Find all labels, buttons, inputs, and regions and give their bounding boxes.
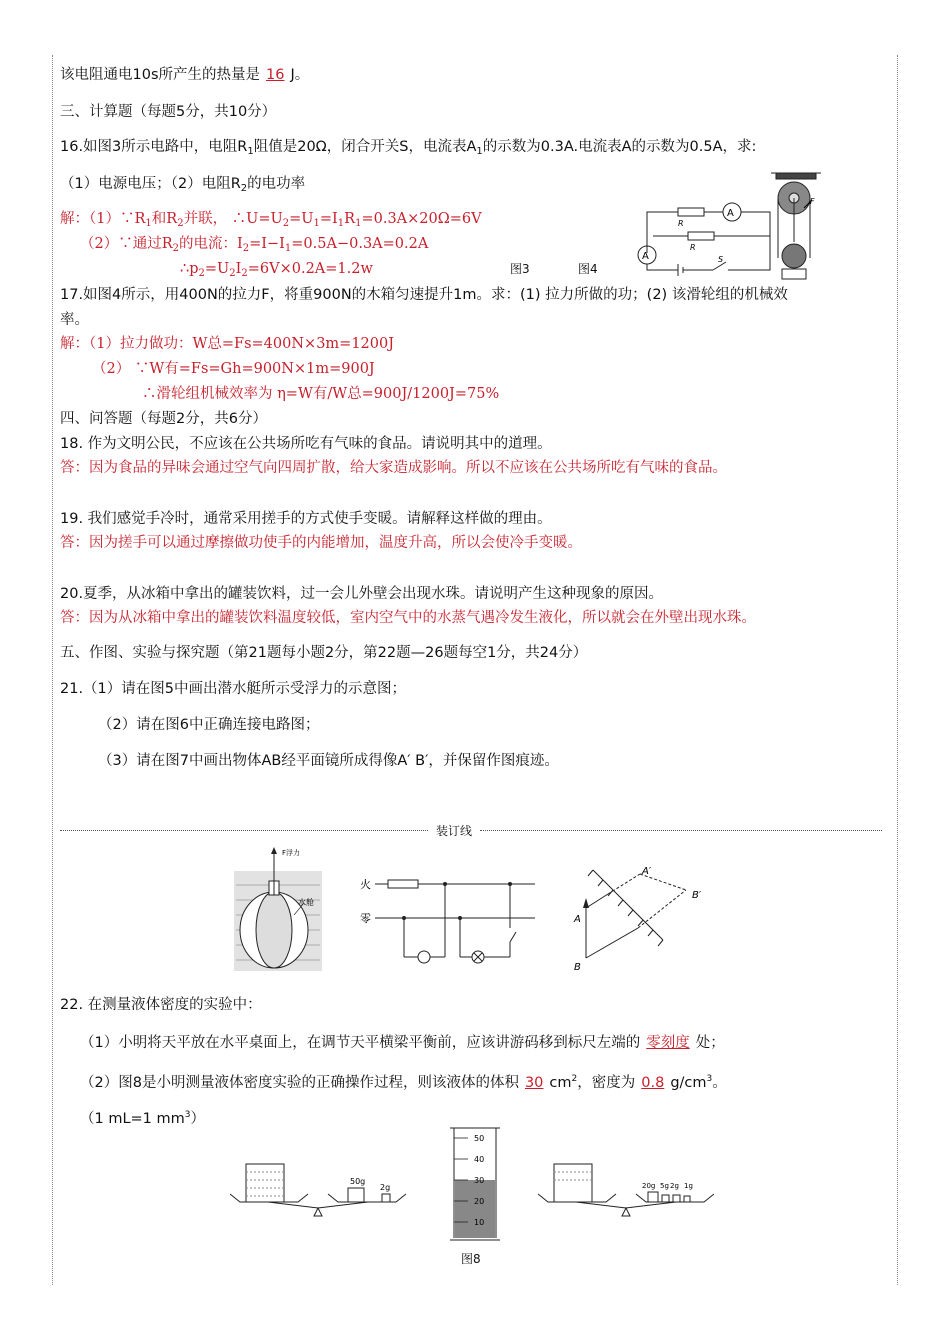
q16-answer-line1: 解：$(1)\because R_1$和$R_2$并联， $\therefore U=U_2=U_1=I_1R_1=0.3A\times 20\Omega=6V$	[60, 211, 482, 229]
text: 。	[712, 1075, 727, 1091]
buoyancy-label: F浮力	[282, 849, 301, 857]
force-f-label: F	[810, 197, 815, 206]
ammeter-a-label: A	[642, 251, 649, 262]
q21-part1: 21.（1）请在图5中画出潜水艇所示受浮力的示意图；	[60, 681, 407, 697]
figure-3-caption: 图3	[510, 262, 530, 276]
q22-part1	[80, 1034, 725, 1052]
section-5-heading: 五、作图、实验与探究题（第21题每小题2分，第22题—26题每空1分，共24分）	[60, 645, 588, 661]
q21-part3: （3）请在图7中画出物体AB经平面镜所成得像A′ B′，并保留作图痕迹。	[98, 753, 559, 769]
q18-answer: 答：因为食品的异味会通过空气向四周扩散，给大家造成影响。所以不应该在公共场所吃有气味的食品。	[60, 460, 727, 476]
text: 处；	[695, 1035, 725, 1051]
text: （2）图8是小明测量液体密度实验的正确操作过程，则该液体的体积	[80, 1075, 519, 1091]
figure-8-balance-2	[536, 1160, 726, 1220]
subscript: 1	[476, 146, 483, 157]
q17-text-line1: 17.如图4所示，用400N的拉力F，将重900N的木箱匀速提升1m。求：(1) 拉力所做的功；(2) 该滑轮组的机械效	[60, 287, 788, 303]
scale-30: 30	[474, 1176, 485, 1185]
figure-6-household-circuit	[360, 872, 540, 972]
q16-subquestions	[60, 175, 305, 198]
q20-text: 20.夏季，从冰箱中拿出的罐装饮料，过一会儿外壁会出现水珠。请说明产生这种现象的原因。	[60, 586, 664, 602]
ballast-tank-label: 水舱	[298, 898, 314, 907]
superscript: 2	[571, 1074, 578, 1084]
weight-50g-label: 50g	[350, 1177, 366, 1186]
text: g/cm	[670, 1075, 707, 1091]
figure-3-circuit	[628, 198, 778, 278]
text: 该电阻通电10s所产生的热量是	[60, 67, 261, 83]
scale-10: 10	[474, 1218, 485, 1227]
point-a-prime-label: A′	[642, 866, 652, 877]
ammeter-a1-label: A	[727, 208, 734, 219]
live-wire-label: 火	[360, 878, 371, 891]
subscript: 2	[240, 183, 248, 194]
q19-answer: 答：因为搓手可以通过摩擦做功使手的内能增加，温度升高，所以会使冷手变暖。	[60, 535, 582, 551]
answer-blank-density: 0.8	[641, 1075, 665, 1091]
figure-4-caption: 图4	[578, 262, 598, 276]
r1-label: R	[678, 219, 684, 228]
figure-8-balance-1	[228, 1160, 418, 1220]
text: （1）电源电压；（2）电阻R	[60, 176, 241, 192]
subscript: 1	[247, 146, 254, 157]
point-a-label: A	[574, 914, 581, 925]
q17-answer-line1: 解：（1）拉力做功：W总=Fs=400N×3m=1200J	[60, 336, 395, 352]
q16-answer-line3: $\therefore p_2=U_2I_2=6V\times 0.2A=1.2w$	[180, 261, 373, 279]
neutral-wire-label: 零	[360, 912, 371, 925]
q17-answer-line2: （2） ∵W有=Fs=Gh=900N×1m=900J	[92, 361, 375, 377]
scale-50: 50	[474, 1134, 485, 1143]
answer-blank: 16	[266, 67, 285, 83]
weight-1g-label: 1g	[684, 1182, 693, 1190]
text: J。	[290, 67, 310, 83]
r2-label: R	[690, 243, 696, 252]
section-4-heading: 四、问答题（每题2分，共6分）	[60, 411, 267, 427]
q16-answer-line2: （2）∵通过$R_2$的电流：$I_2=I-I_1=0.5A-0.3A=0.2A$	[80, 236, 429, 254]
binding-line	[60, 822, 882, 840]
text: 16.如图3所示电路中，电阻R	[60, 139, 248, 155]
weight-5g-label: 5g	[660, 1182, 669, 1190]
answer-blank-volume: 30	[524, 1075, 544, 1091]
q18-text: 18. 作为文明公民，不应该在公共场所吃有气味的食品。请说明其中的道理。	[60, 436, 552, 452]
figure-8-cylinder	[448, 1126, 504, 1252]
superscript: 3	[184, 1110, 191, 1120]
text: 的示数为0.3A.电流表A的示数为0.5A，求:	[482, 139, 757, 155]
weight-2g-label: 2g	[670, 1182, 679, 1190]
section-3-heading: 三、计算题（每题5分，共10分）	[60, 104, 277, 120]
q22-note	[80, 1106, 205, 1128]
figure-5-submarine	[232, 845, 324, 973]
figure-7-plane-mirror	[568, 860, 713, 975]
weight-2g-label: 2g	[380, 1183, 391, 1192]
q16-text	[60, 138, 756, 161]
text: ）	[190, 1111, 206, 1127]
binding-line-label: 装订线	[436, 824, 473, 838]
weight-20g-label: 20g	[642, 1182, 656, 1190]
q22-heading: 22. 在测量液体密度的实验中：	[60, 997, 262, 1013]
right-margin-line	[897, 55, 898, 1285]
text: 阻值是20Ω，闭合开关S，电流表A	[253, 139, 477, 155]
left-margin-line	[52, 55, 53, 1285]
q17-answer-line3: ∴滑轮组机械效率为 η=W有/W总=900J/1200J=75%	[142, 386, 500, 402]
figure-4-pulley	[768, 170, 826, 282]
point-b-prime-label: B′	[692, 890, 702, 901]
text: cm	[549, 1075, 572, 1091]
text: （1 mL=1 mm	[80, 1111, 185, 1127]
q17-text-line2: 率。	[60, 312, 89, 328]
switch-label: S	[718, 255, 724, 264]
q19-text: 19. 我们感觉手冷时，通常采用搓手的方式使手变暖。请解释这样做的理由。	[60, 511, 552, 527]
q22-part2	[80, 1070, 727, 1092]
text: ，密度为	[577, 1075, 636, 1091]
superscript: 3	[706, 1074, 713, 1084]
answer-blank-zero: 零刻度	[646, 1035, 690, 1051]
point-b-label: B	[574, 962, 581, 973]
text: 的电功率	[247, 176, 306, 192]
scale-40: 40	[474, 1155, 485, 1164]
text: （1）小明将天平放在水平桌面上，在调节天平横梁平衡前，应该讲游码移到标尺左端的	[80, 1035, 641, 1051]
scale-20: 20	[474, 1197, 485, 1206]
figure-8-caption: 图8	[461, 1252, 481, 1266]
q21-part2: （2）请在图6中正确连接电路图；	[98, 717, 320, 733]
q15-tail	[60, 66, 309, 84]
q20-answer: 答：因为从冰箱中拿出的罐装饮料温度较低，室内空气中的水蒸气遇冷发生液化，所以就会在外壁出现水珠。	[60, 610, 756, 626]
